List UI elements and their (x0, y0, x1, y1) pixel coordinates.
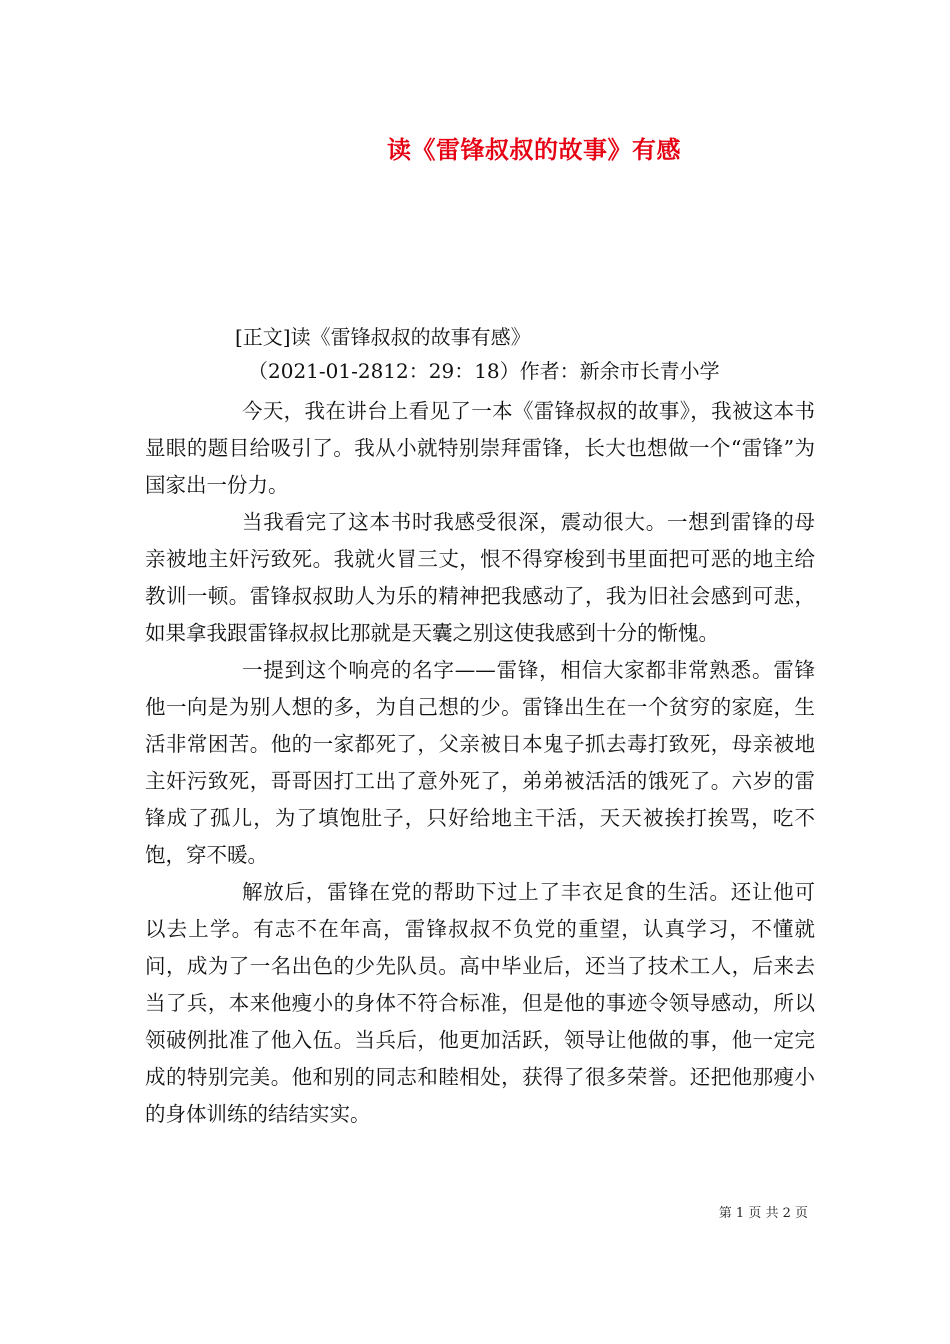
header-line: [正文]读《雷锋叔叔的故事有感》 (235, 325, 531, 349)
date-author-line: （2021-01-2812：29：18）作者：新余市长青小学 (248, 359, 720, 383)
paragraph-4: 解放后，雷锋在党的帮助下过上了丰衣足食的生活。还让他可以去上学。有志不在年高，雷锋叔叔不负党的重望，认真学习，不懂就问，成为了一名出色的少先队员。高中毕业后，还当了技术工人，后来去当了兵，本来他瘦小的身体不符合标准，但是他的事迹令领导感动，所以领破例批准了他入伍。当兵后，他更加活跃，领导让他做的事，他一定完成的特别完美。他和别的同志和睦相处，获得了很多荣誉。还把他那瘦小的身体训练的结结实实。 (145, 880, 815, 1126)
paragraph-2: 当我看完了这本书时我感受很深，震动很大。一想到雷锋的母亲被地主奸污致死。我就火冒三丈，恨不得穿梭到书里面把可恶的地主给教训一顿。雷锋叔叔助人为乐的精神把我感动了，我为旧社会感到可悲，如果拿我跟雷锋叔叔比那就是天囊之别这使我感到十分的惭愧。 (145, 510, 815, 645)
paragraph-1: 今天，我在讲台上看见了一本《雷锋叔叔的故事》，我被这本书显眼的题目给吸引了。我从小就特别崇拜雷锋，长大也想做一个“雷锋”为国家出一份力。 (145, 399, 815, 497)
page-footer: 第 1 页 共 2 页 (718, 1206, 808, 1221)
paragraph-3: 一提到这个响亮的名字——雷锋，相信大家都非常熟悉。雷锋他一向是为别人想的多，为自己想的少。雷锋出生在一个贫穷的家庭，生活非常困苦。他的一家都死了，父亲被日本鬼子抓去毒打致死，母亲被地主奸污致死，哥哥因打工出了意外死了，弟弟被活活的饿死了。六岁的雷锋成了孤儿，为了填饱肚子，只好给地主干活，天天被挨打挨骂，吃不饱，穿不暖。 (145, 658, 815, 867)
document-body (145, 320, 815, 1133)
page-title: 读《雷锋叔叔的故事》有感 (387, 136, 681, 164)
